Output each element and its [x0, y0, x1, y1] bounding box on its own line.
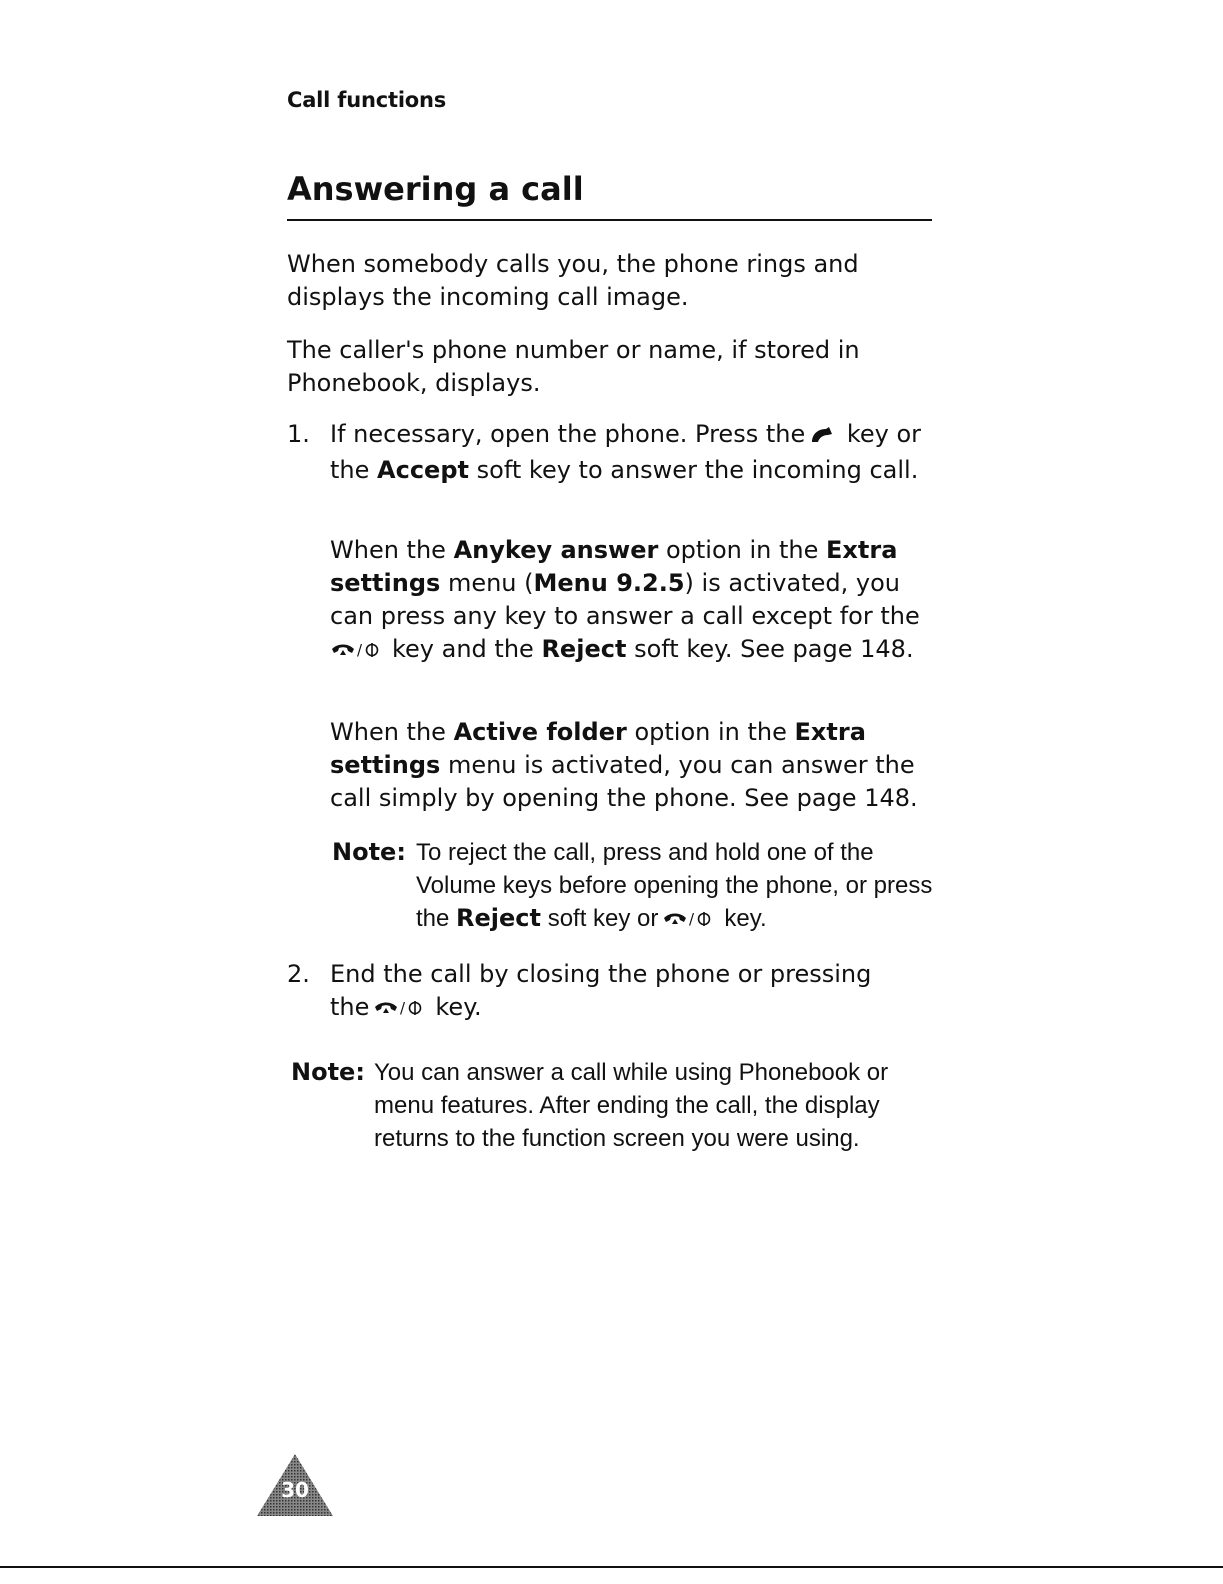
accept-softkey-label: Accept — [377, 456, 469, 484]
step-2-number: 2. — [287, 960, 310, 988]
step-2-text-b: key. — [435, 993, 482, 1021]
svg-text:/: / — [400, 999, 406, 1017]
step-2-text — [330, 958, 910, 1027]
anykey-text-4: ) is activated, you can press any key to answer a call except for the — [330, 569, 920, 630]
end-power-key-icon — [330, 636, 388, 669]
extra-settings-label: Extra settings — [330, 536, 898, 597]
folder-text-3: menu is activated, you can answer the call simply by opening the phone. See page 148. — [330, 751, 918, 812]
anykey-text-2: option in the — [665, 536, 819, 564]
active-folder-label: Active folder — [453, 718, 627, 746]
anykey-text-5: key and the — [392, 635, 534, 663]
step-1-text-a: If necessary, open the phone. Press the — [330, 420, 806, 448]
intro-paragraph-2: The caller's phone number or name, if stored in Phonebook, displays. — [287, 336, 860, 397]
outer-note-text: You can answer a call while using Phonebook or menu features. After ending the call, the display returns to the function screen you were using. — [374, 1059, 889, 1152]
active-folder-paragraph — [330, 716, 935, 815]
anykey-text-1: When the — [330, 536, 446, 564]
anykey-text-6: soft key. See page 148. — [634, 635, 914, 663]
reject-softkey-label: Reject — [456, 904, 542, 932]
send-key-icon — [809, 421, 835, 454]
end-power-key-icon — [662, 905, 720, 938]
folder-text-2: option in the — [634, 718, 787, 746]
svg-text:/: / — [357, 641, 363, 659]
inner-note-text-3: key. — [724, 905, 767, 932]
title-underline — [287, 219, 932, 221]
reject-softkey-label: Reject — [541, 635, 627, 663]
anykey-answer-label: Anykey answer — [453, 536, 659, 564]
step-2-text-a: End the call by closing the phone or pressing the — [330, 960, 872, 1021]
inner-note-text-2: soft key or — [547, 905, 659, 932]
outer-note-label: Note: — [291, 1058, 365, 1086]
page-title: Answering a call — [287, 170, 584, 208]
anykey-text-3: menu ( — [447, 569, 534, 597]
step-1-number: 1. — [287, 420, 310, 448]
end-power-key-icon — [373, 994, 431, 1027]
page-number: 30 — [281, 1478, 309, 1502]
inner-note-text-1: To reject the call, press and hold one of the Volume keys before opening the phone, or press the — [416, 839, 933, 932]
extra-settings-label: Extra settings — [330, 718, 866, 779]
inner-note-label: Note: — [332, 838, 406, 866]
svg-text:/: / — [689, 910, 695, 928]
step-1-text-b: key or the — [330, 420, 922, 484]
inner-note-text — [416, 836, 936, 938]
step-1-text-c: soft key to answer the incoming call. — [476, 456, 919, 484]
bottom-border — [0, 1566, 1223, 1568]
step-1-text — [330, 418, 935, 487]
section-header: Call functions — [287, 88, 447, 112]
anykey-answer-paragraph — [330, 534, 935, 669]
intro-paragraph-1: When somebody calls you, the phone rings and displays the incoming call image. — [287, 250, 859, 311]
menu-number-label: Menu 9.2.5 — [533, 569, 685, 597]
folder-text-1: When the — [330, 718, 446, 746]
